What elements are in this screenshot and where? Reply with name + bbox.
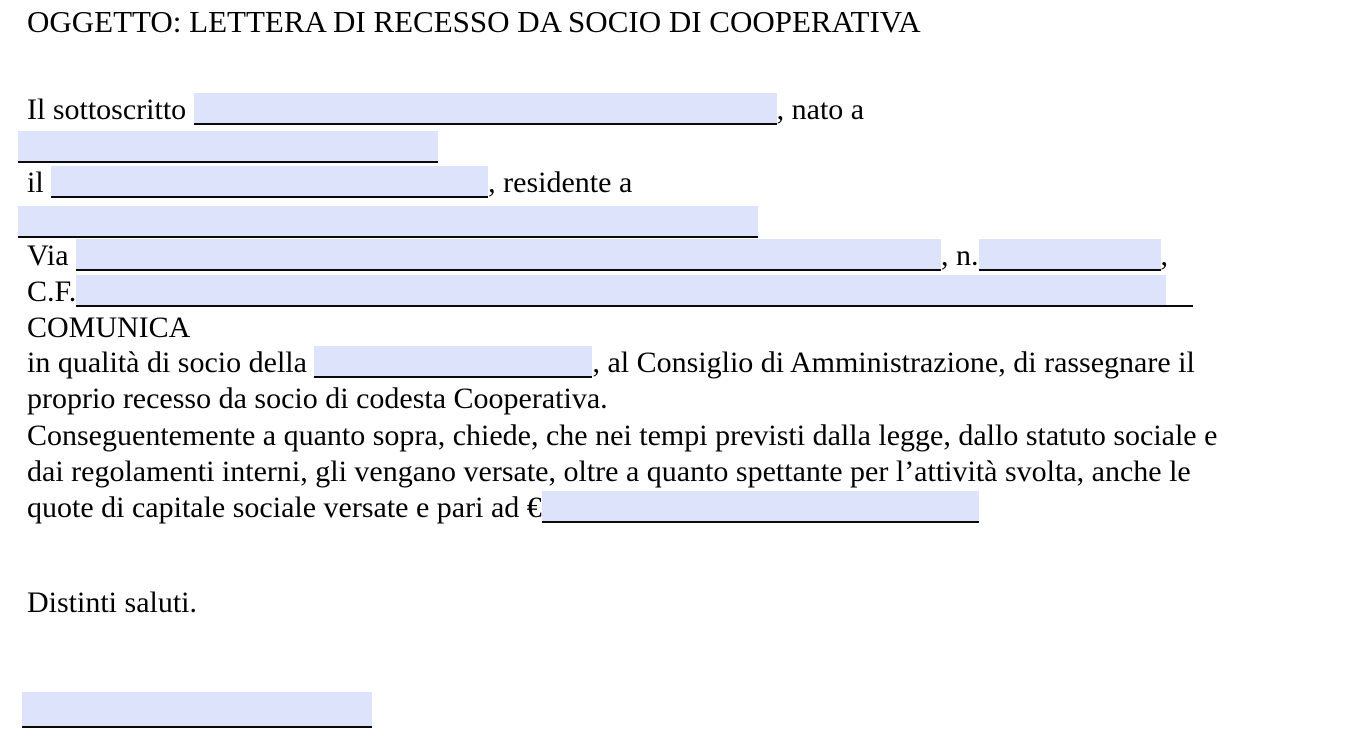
nato-a-label: , nato a xyxy=(776,93,865,126)
field-cooperativa[interactable] xyxy=(314,346,592,378)
cf-label: C.F. xyxy=(27,275,77,308)
recesso-text-line: proprio recesso da socio di codesta Cooperativa. xyxy=(27,382,608,415)
comma-text: , xyxy=(1160,239,1169,272)
richiesta-line-2: dai regolamenti interni, gli vengano versate, oltre a quanto spettante per l’attività svolta, anche le xyxy=(27,455,1191,488)
cf-rule-tail xyxy=(1166,275,1193,307)
field-comune-residenza[interactable] xyxy=(18,206,758,238)
via-label: Via xyxy=(27,239,77,272)
line-socio-della xyxy=(27,345,1195,381)
richiesta-line-1: Conseguentemente a quanto sopra, chiede, che nei tempi previsti dalla legge, dallo statuto sociale e xyxy=(27,419,1218,452)
line-sottoscritto xyxy=(27,92,864,128)
numero-label: , n. xyxy=(941,239,979,272)
field-nome-socio[interactable] xyxy=(194,93,777,125)
line-data-nascita xyxy=(27,165,632,201)
closing-line: Distinti saluti. xyxy=(27,586,198,619)
field-codice-fiscale[interactable] xyxy=(76,275,1166,307)
sottoscritto-label: Il sottoscritto xyxy=(27,93,194,126)
field-via[interactable] xyxy=(76,239,941,271)
comunica-heading: COMUNICA xyxy=(27,311,191,344)
line-importo xyxy=(27,490,979,526)
line-codice-fiscale xyxy=(27,274,1193,310)
field-numero-civico[interactable] xyxy=(979,239,1161,271)
field-firma[interactable] xyxy=(22,692,372,728)
field-luogo-nascita[interactable] xyxy=(18,131,438,163)
line-via xyxy=(27,238,1168,274)
field-importo-quote[interactable] xyxy=(542,491,979,523)
il-label: il xyxy=(27,166,52,199)
residente-a-label: , residente a xyxy=(488,166,633,199)
richiesta-line-3-prefix: quote di capitale sociale versate e pari ad € xyxy=(27,491,542,524)
subject-line: OGGETTO: LETTERA DI RECESSO DA SOCIO DI COOPERATIVA xyxy=(27,4,921,39)
consiglio-text: , al Consiglio di Amministrazione, di rassegnare il xyxy=(592,346,1195,379)
field-data-nascita[interactable] xyxy=(51,166,488,198)
socio-della-label: in qualità di socio della xyxy=(27,346,315,379)
